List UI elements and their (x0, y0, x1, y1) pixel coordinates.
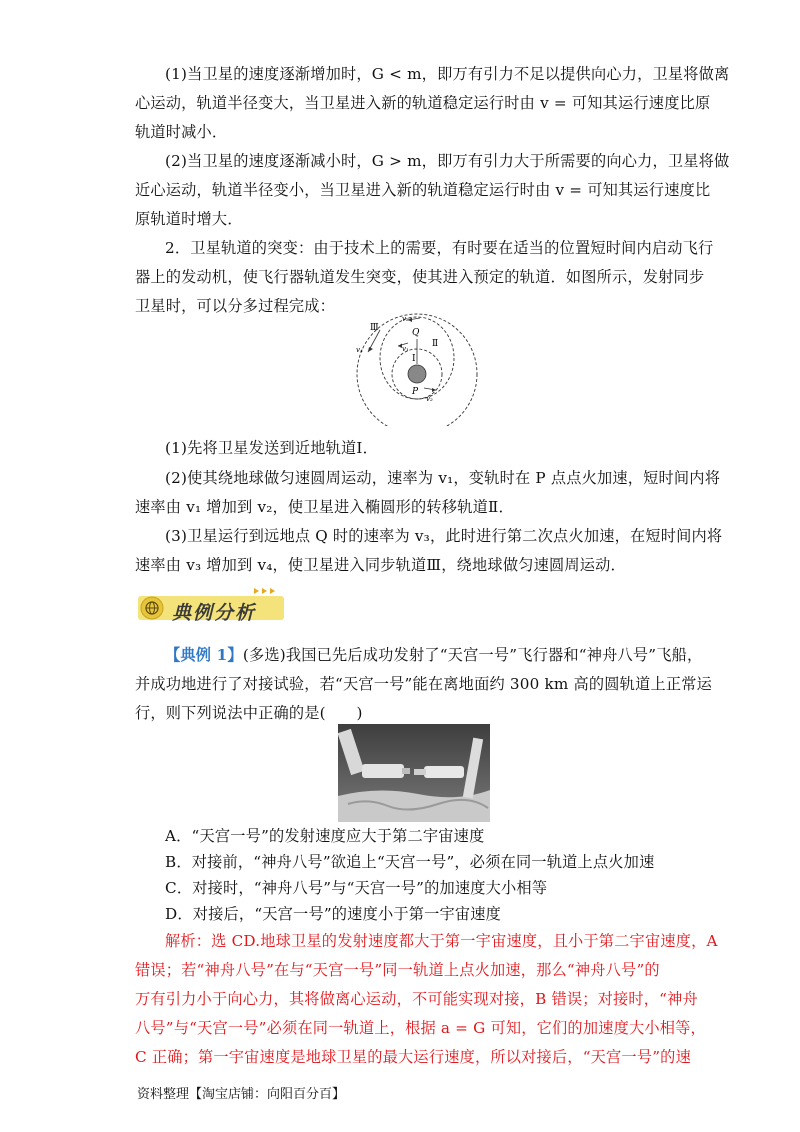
point-q-label: Q (412, 328, 420, 338)
paragraph-line: (1)当卫星的速度逐渐增加时，G < m，即万有引力不足以提供向心力，卫星将做离 (165, 65, 730, 83)
v4-label: v₄ (356, 346, 363, 354)
banner-title: 典例分析 (172, 602, 257, 624)
orbit-1-label: Ⅰ (412, 354, 416, 364)
example-label: 【典例 1】 (165, 646, 243, 664)
analysis-line: 解析：选 CD.地球卫星的发射速度都大于第一宇宙速度，且小于第二宇宙速度，A (165, 932, 718, 950)
paragraph-line: (2)当卫星的速度逐渐减小时，G > m，即万有引力大于所需要的向心力，卫星将做 (165, 152, 730, 170)
paragraph-line: (3)卫星运行到远地点 Q 时的速率为 v₃，此时进行第二次点火加速，在短时间内将 (165, 527, 723, 545)
option-d: D．对接后，“天宫一号”的速度小于第一宇宙速度 (165, 905, 502, 923)
analysis-line: 万有引力小于向心力，其将做离心运动，不可能实现对接，B 错误；对接时，“神舟 (135, 990, 698, 1008)
example-question-text: (多选)我国已先后成功发射了“天宫一号”飞行器和“神舟八号”飞船， (242, 646, 703, 664)
analysis-line: C 正确；第一宇宙速度是地球卫星的最大运行速度，所以对接后，“天宫一号”的速 (135, 1048, 691, 1066)
point-p-label: P (412, 387, 419, 397)
analysis-line: 错误；若“神舟八号”在与“天宫一号”同一轨道上点火加速，那么“神舟八号”的 (135, 961, 660, 979)
banner-arrows (254, 588, 275, 594)
v2-label: v₂ (426, 395, 433, 403)
paragraph-line: 原轨道时增大． (135, 210, 243, 228)
option-a: A．“天宫一号”的发射速度应大于第二宇宙速度 (165, 827, 485, 845)
orbit-3-label: Ⅲ (370, 323, 379, 333)
example-question-line (165, 645, 702, 665)
v2-arrowhead (432, 388, 436, 392)
page-footer: 资料整理【淘宝店铺：向阳百分百】 (137, 1087, 346, 1102)
paragraph-line: 速率由 v₃ 增加到 v₄，使卫星进入同步轨道Ⅲ，绕地球做匀速圆周运动． (135, 556, 626, 574)
earth-circle (408, 365, 426, 383)
v3-label: v₃ (402, 315, 409, 323)
docking-photo (338, 724, 490, 822)
orbit-2-label: Ⅱ (432, 339, 439, 349)
paragraph-line: 速率由 v₁ 增加到 v₂，使卫星进入椭圆形的转移轨道Ⅱ． (135, 498, 514, 516)
paragraph-line: 卫星时，可以分多过程完成： (135, 297, 336, 315)
paragraph-line: 心运动，轨道半径变大，当卫星进入新的轨道稳定运行时由 v = 可知其运行速度比原 (135, 94, 711, 112)
paragraph-line: 近心运动，轨道半径变小，当卫星进入新的轨道稳定运行时由 v = 可知其运行速度比 (135, 181, 711, 199)
v4-arrowhead (368, 347, 373, 352)
option-b: B．对接前，“神舟八号”欲追上“天宫一号”，必须在同一轨道上点火加速 (165, 853, 655, 871)
paragraph-line: 器上的发动机，使飞行器轨道发生突变，使其进入预定的轨道．如图所示，发射同步 (135, 268, 705, 286)
option-c: C．对接时，“神舟八号”与“天宫一号”的加速度大小相等 (165, 879, 548, 897)
tiangong-module (362, 764, 404, 778)
paragraph-line: 轨道时减小． (135, 123, 228, 141)
v1-label: v₁ (402, 345, 409, 353)
shenzhou-module (424, 766, 464, 778)
paragraph-line: (1)先将卫星发送到近地轨道Ⅰ． (165, 439, 378, 457)
paragraph-line: 2．卫星轨道的突变：由于技术上的需要，有时要在适当的位置短时间内启动飞行 (165, 239, 714, 257)
section-banner (136, 586, 286, 624)
example-question-line: 并成功地进行了对接试验，若“天宫一号”能在离地面约 300 km 高的圆轨道上正常运 (135, 675, 713, 693)
orbit-transfer-diagram (340, 308, 490, 426)
analysis-line: 八号”与“天宫一号”必须在同一轨道上，根据 a = G 可知，它们的加速度大小相等， (135, 1019, 706, 1037)
example-question-line: 行，则下列说法中正确的是( ) (135, 704, 363, 722)
paragraph-line: (2)使其绕地球做匀速圆周运动，速率为 v₁，变轨时在 P 点点火加速，短时间内将 (165, 469, 721, 487)
